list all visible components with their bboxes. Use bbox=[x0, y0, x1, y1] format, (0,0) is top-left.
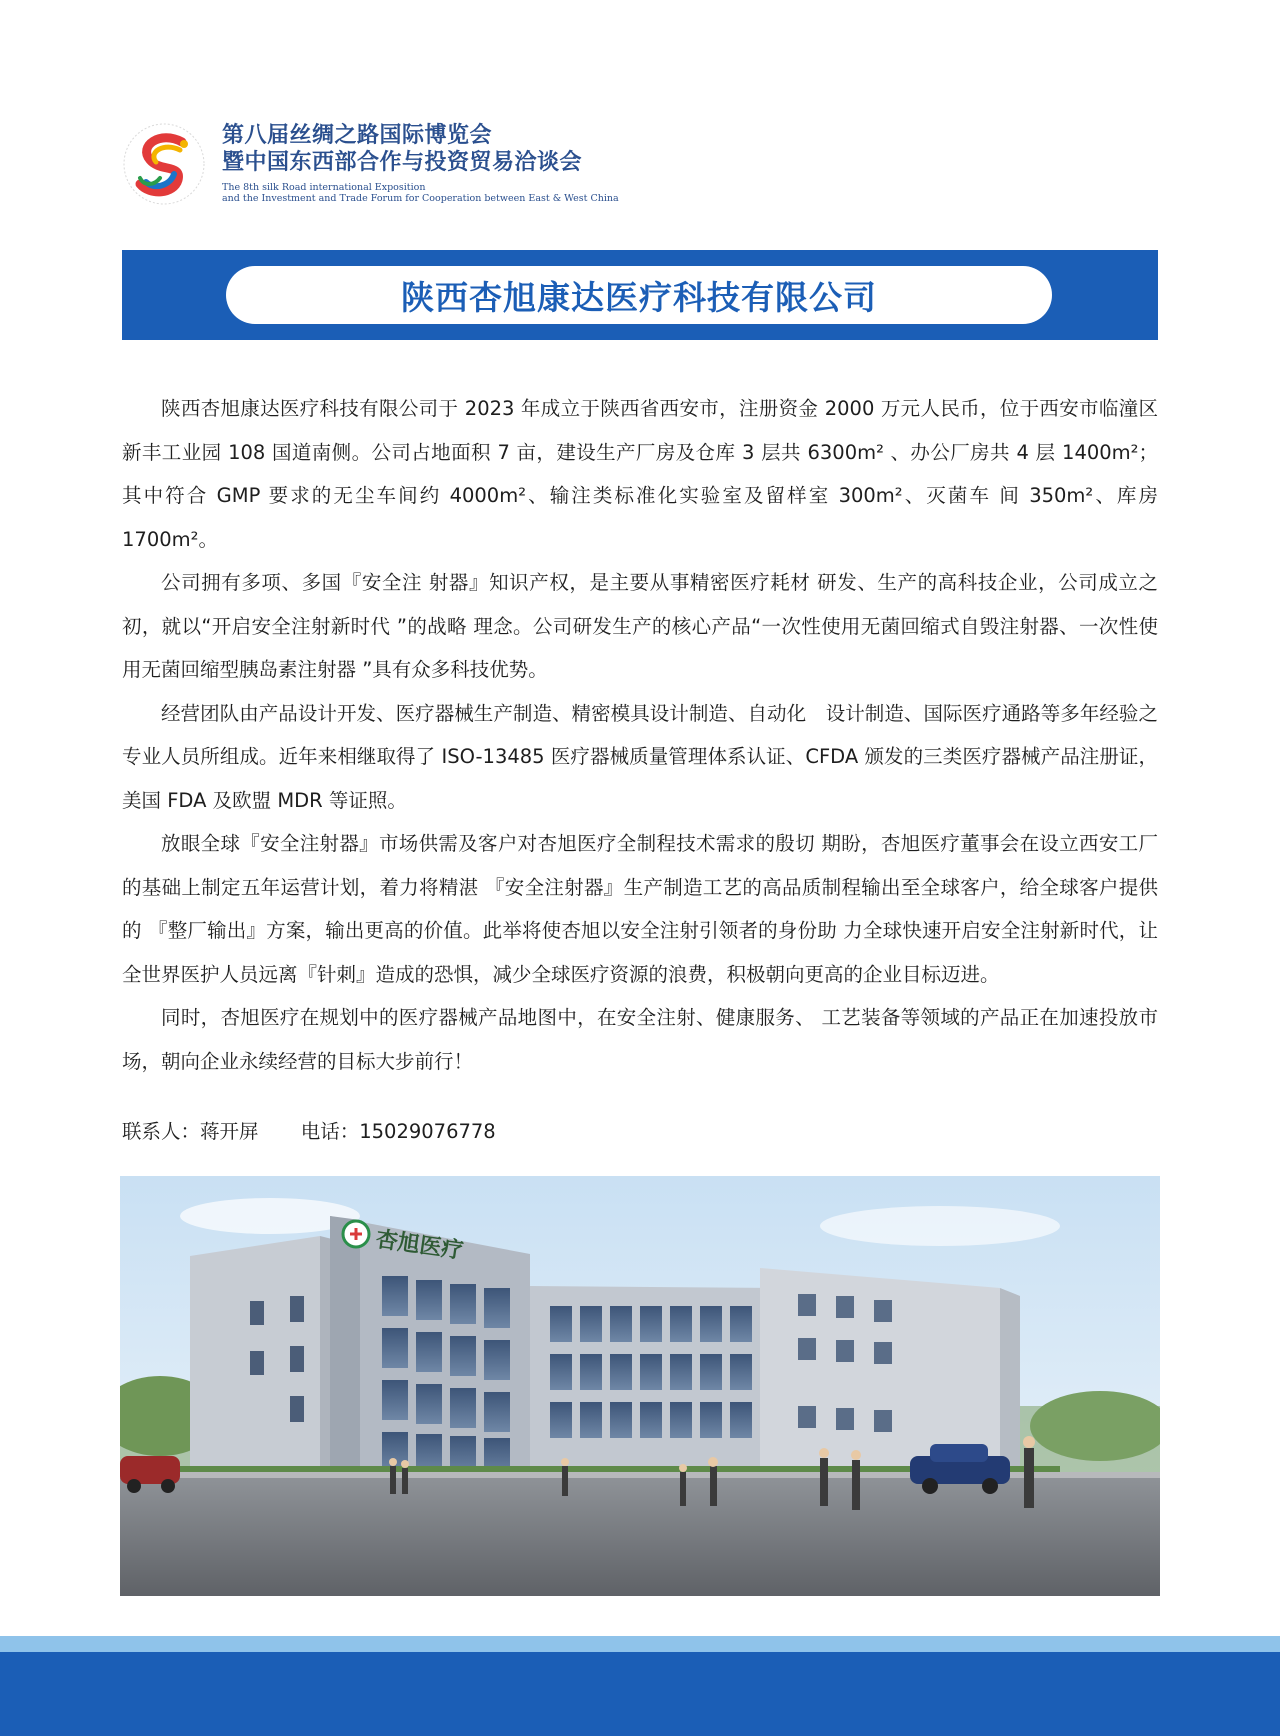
intro-paragraph: 同时，杏旭医疗在规划中的医疗器械产品地图中，在安全注射、健康服务、 工艺装备等领域的产品正在加速投放市场，朝向企业永续经营的目标大步前行！ bbox=[122, 1006, 1158, 1073]
contact-phone: 电话：15029076778 bbox=[300, 1120, 496, 1143]
silk-road-expo-logo-icon bbox=[120, 120, 208, 208]
expo-header-text bbox=[222, 122, 619, 204]
contact-info bbox=[122, 1114, 496, 1150]
expo-title-en-line2: and the Investment and Trade Forum for Cooperation between East & West China bbox=[222, 193, 619, 204]
footer-dark-band bbox=[0, 1652, 1280, 1736]
factory-building-illustration bbox=[120, 1176, 1160, 1596]
intro-paragraph: 放眼全球『安全注射器』市场供需及客户对杏旭医疗全制程技术需求的殷切 期盼，杏旭医疗董事会在设立西安工厂的基础上制定五年运营计划，着力将精湛 『安全注射器』生产制造工艺的高品质制程输出至全球客户，给全球客户提供的 『整厂输出』方案，输出更高的价值。此举将使杏旭以安全注射引领者的身份助 力全球快速开启安全注射新时代，让全世界医护人员远离『针刺』造成的恐惧，减少全球医疗资源的浪费，积极朝向更高的企业目标迈进。 bbox=[122, 832, 1158, 986]
footer-light-band bbox=[0, 1636, 1280, 1652]
company-introduction bbox=[122, 387, 1158, 1083]
expo-title-en-line1: The 8th silk Road international Exposition bbox=[222, 182, 426, 193]
company-title-pill bbox=[226, 266, 1052, 324]
expo-header bbox=[120, 118, 680, 218]
company-title: 陕西杏旭康达医疗科技有限公司 bbox=[401, 277, 877, 317]
intro-paragraph: 公司拥有多项、多国『安全注 射器』知识产权，是主要从事精密医疗耗材 研发、生产的高科技企业，公司成立之初，就以“开启安全注射新时代 ”的战略 理念。公司研发生产的核心产品“一次性使用无菌回缩式自毁注射器、一次性使 用无菌回缩型胰岛素注射器 ”具有众多科技优势。 bbox=[122, 571, 1158, 681]
expo-title-cn-line1: 第八届丝绸之路国际博览会 bbox=[222, 123, 493, 148]
xingxu-medical-logo-icon bbox=[343, 1221, 369, 1247]
contact-person: 联系人：蒋开屏 bbox=[122, 1120, 259, 1143]
intro-paragraph: 经营团队由产品设计开发、医疗器械生产制造、精密模具设计制造、自动化 设计制造、国际医疗通路等多年经验之专业人员所组成。近年来相继取得了 ISO-13485 医疗器械质量管理体系认证、CFDA 颁发的三类医疗器械产品注册证，美国 FDA 及欧盟 MDR 等证照。 bbox=[122, 701, 1158, 812]
expo-title-cn-line2: 暨中国东西部合作与投资贸易洽谈会 bbox=[222, 150, 583, 175]
company-title-banner bbox=[122, 250, 1158, 340]
building-sign-text: 杏旭医疗 bbox=[374, 1227, 465, 1265]
intro-paragraph: 陕西杏旭康达医疗科技有限公司于 2023 年成立于陕西省西安市，注册资金 2000 万元人民币，位于西安市临潼区新丰工业园 108 国道南侧。公司占地面积 7 亩，建设生产厂房及仓库 3 层共 6300m² 、办公厂房共 4 层 1400m²；其中符合 GMP 要求的无尘车间约 4000m²、输注类标准化实验室及留样室 300m²、灭菌车 间 350m²、库房 1700m²。 bbox=[122, 397, 1158, 551]
factory-building-svg bbox=[120, 1176, 1160, 1596]
